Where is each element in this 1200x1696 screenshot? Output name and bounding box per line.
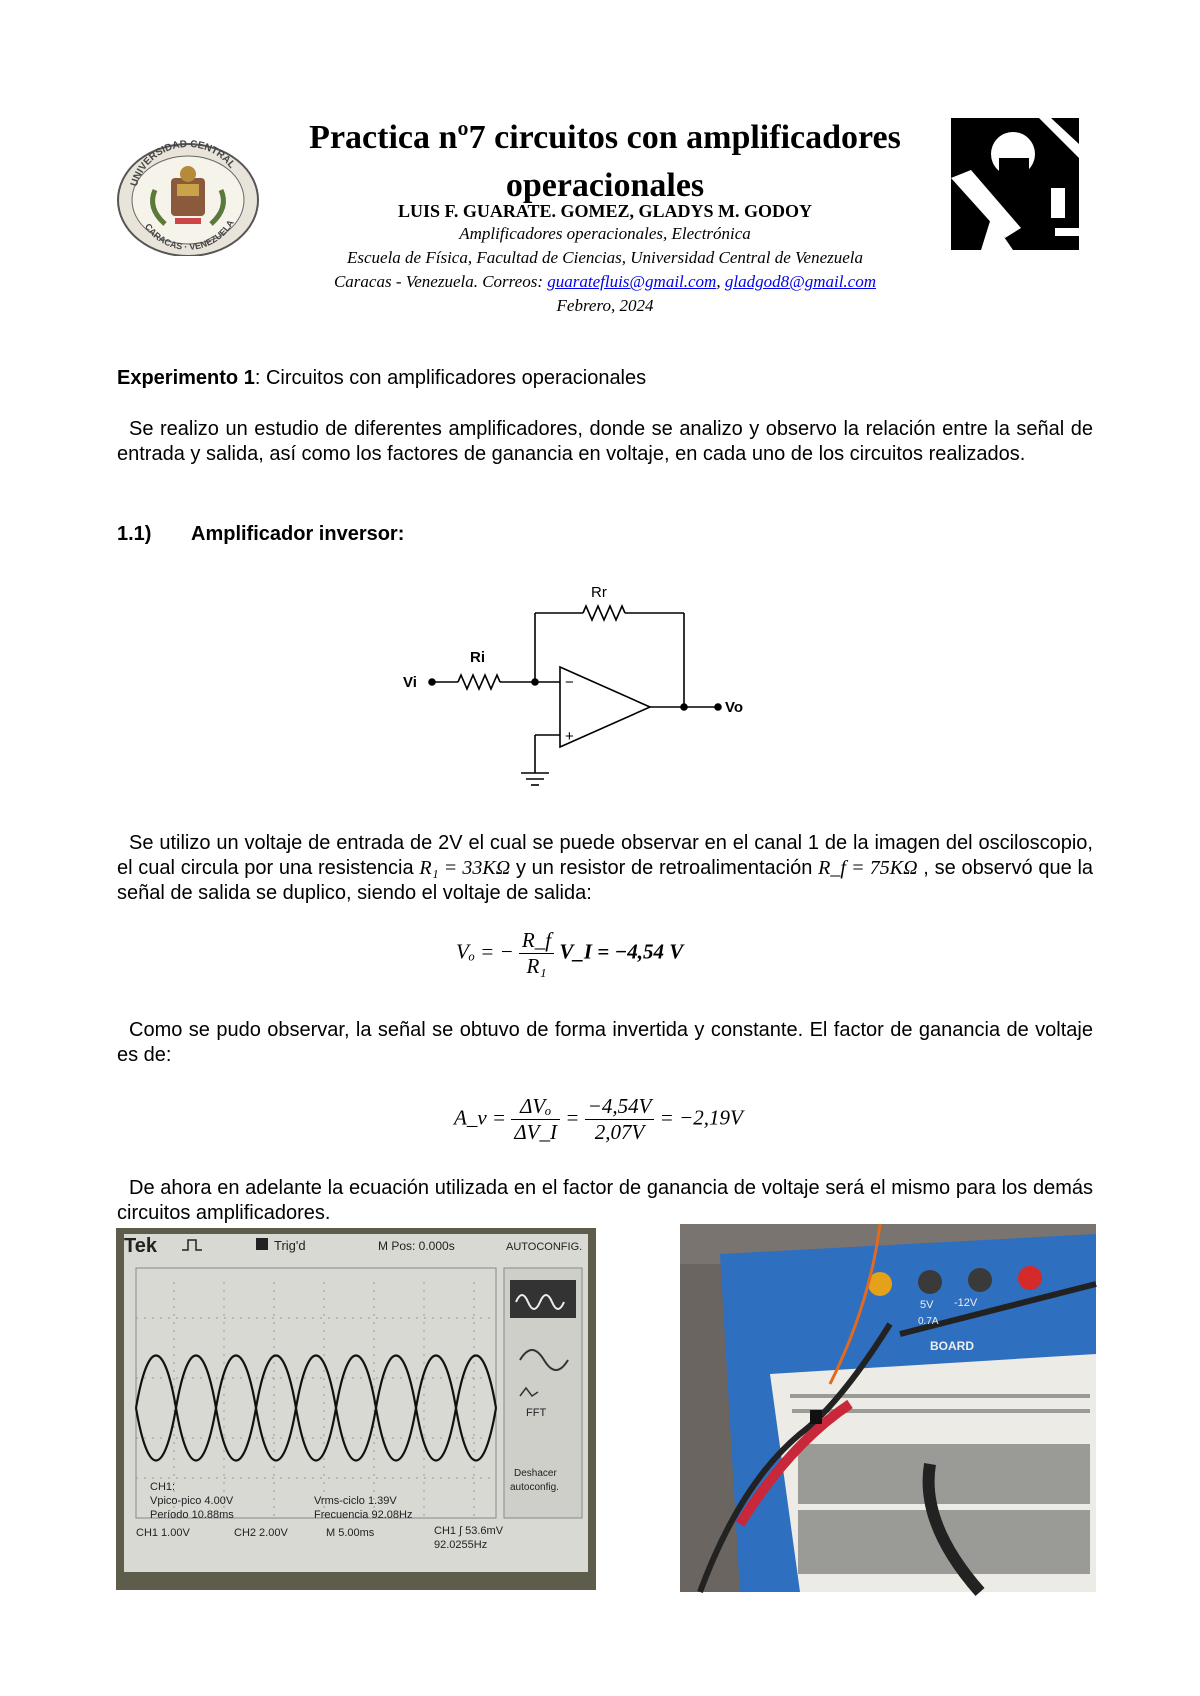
subject-line: Amplificadores operacionales, Electrónica — [459, 224, 751, 243]
experiment-label: Experimento 1 — [117, 367, 255, 389]
label-amp: 0.7A — [918, 1316, 939, 1327]
experiment-heading — [117, 366, 1093, 391]
osc-trig-level: CH1 ∫ 53.6mV — [434, 1525, 504, 1537]
oscilloscope-photo — [116, 1228, 596, 1590]
voltage-gain-equation — [454, 1094, 743, 1145]
osc-ch2-scale: CH2 2.00V — [234, 1527, 288, 1539]
eq1-lhs: Vₒ = − — [456, 939, 514, 964]
eq1-fraction — [519, 928, 554, 979]
eq1-numerator: R_f — [519, 928, 554, 954]
p2-text-2: y un resistor de retroalimentación — [510, 857, 819, 879]
osc-period: Período 10.88ms — [150, 1509, 234, 1521]
vo-label: Vo — [725, 699, 744, 716]
section-title: Amplificador inversor: — [191, 523, 405, 545]
eq1-denominator: R₁ — [526, 954, 547, 978]
osc-m-scale: M 5.00ms — [326, 1527, 375, 1539]
rf-value: R_f = 75KΩ — [818, 857, 918, 879]
eq2-den2: 2,07V — [594, 1120, 645, 1144]
osc-undo-1: Deshacer — [514, 1468, 557, 1479]
eq2-num2: −4,54V — [585, 1094, 655, 1120]
svg-text:CARACAS · VENEZUELA: CARACAS · VENEZUELA — [142, 218, 236, 252]
osc-vpp: Vpico-pico 4.00V — [150, 1495, 234, 1507]
gain-paragraph: Como se pudo observar, la señal se obtuvo de forma invertida y constante. El factor de ganancia de voltaje es de: — [117, 1019, 1093, 1066]
eq2-lhs: A_v = — [454, 1105, 507, 1130]
ri-label: Ri — [470, 649, 485, 666]
eq2-rhs: = −2,19V — [659, 1105, 743, 1130]
label-12v: -12V — [954, 1297, 978, 1309]
osc-trig-freq: 92.0255Hz — [434, 1539, 488, 1551]
osc-trig: Trig'd — [274, 1238, 306, 1253]
affiliation: Escuela de Física, Facultad de Ciencias, Universidad Central de Venezuela — [346, 248, 864, 267]
eq2-num1: ΔVₒ — [511, 1094, 560, 1120]
email-link-1[interactable]: guaratefluis@gmail.com — [547, 272, 717, 291]
email-separator: , — [716, 272, 725, 291]
authors: LUIS F. GUARATE. GOMEZ, GLADYS M. GODOY — [397, 201, 813, 221]
vi-label: Vi — [403, 674, 417, 691]
osc-brand: Tek — [124, 1235, 157, 1257]
contact-prefix: Caracas - Venezuela. Correos: — [333, 272, 548, 291]
osc-freq: Frecuencia 92.08Hz — [314, 1509, 413, 1521]
email-link-2[interactable]: gladgod8@gmail.com — [724, 272, 877, 291]
inverting-amplifier-circuit — [395, 575, 744, 800]
label-5v: 5V — [920, 1299, 934, 1311]
output-voltage-equation — [456, 928, 683, 979]
faculty-logo — [951, 118, 1079, 250]
breadboard-photo — [680, 1224, 1096, 1592]
intro-paragraph: Se realizo un estudio de diferentes amplificadores, donde se analizo y observo la relación entre la señal de entrada y salida, así como los factores de ganancia en voltaje, en cada uno de los circuitos realizados. — [117, 418, 1093, 465]
svg-text:UNIVERSIDAD CENTRAL: UNIVERSIDAD CENTRAL — [128, 138, 238, 188]
contact-line — [250, 272, 960, 292]
university-seal-logo — [117, 138, 259, 256]
eq2-fraction-2 — [585, 1094, 655, 1145]
noninverting-input-sign: + — [565, 728, 574, 745]
osc-vrms: Vrms-ciclo 1.39V — [314, 1495, 397, 1507]
section-number: 1.1) — [117, 523, 152, 545]
input-voltage-paragraph — [117, 831, 1093, 906]
eq1-rhs: V_I = −4,54 V — [559, 939, 684, 964]
osc-undo-2: autoconfig. — [510, 1482, 559, 1493]
label-board: BOARD — [930, 1339, 974, 1353]
osc-ch1-label: CH1: — [150, 1481, 176, 1493]
inverting-input-sign: − — [565, 674, 574, 691]
rf-label: Rr — [591, 584, 607, 601]
eq2-equals: = — [565, 1105, 580, 1130]
equation-note-paragraph: De ahora en adelante la ecuación utilizada en el factor de ganancia de voltaje será el mismo para los demás circuitos amplificadores. — [117, 1177, 1093, 1224]
date: Febrero, 2024 — [556, 296, 654, 315]
eq2-den1: ΔV_I — [514, 1120, 557, 1144]
osc-fft: FFT — [526, 1407, 547, 1419]
osc-ch1-scale: CH1 1.00V — [136, 1527, 190, 1539]
eq2-fraction-1 — [511, 1094, 560, 1145]
experiment-title: : Circuitos con amplificadores operacionales — [254, 367, 647, 389]
p2-text-1: Se utilizo un voltaje de entrada de 2V el cual se puede observar en el canal 1 de la imagen del osciloscopio, el cual circula por una resistencia — [117, 832, 1093, 879]
osc-mpos: M Pos: 0.000s — [378, 1239, 455, 1253]
page-title: Practica nº7 circuitos con amplificadores operacionales — [309, 119, 901, 204]
osc-menu-title: AUTOCONFIG. — [506, 1241, 583, 1253]
p2-text-3: , se observó que la señal de salida se duplico, siendo el voltaje de salida: — [117, 857, 1094, 904]
r1-value: R₁ = 33KΩ — [419, 857, 511, 879]
